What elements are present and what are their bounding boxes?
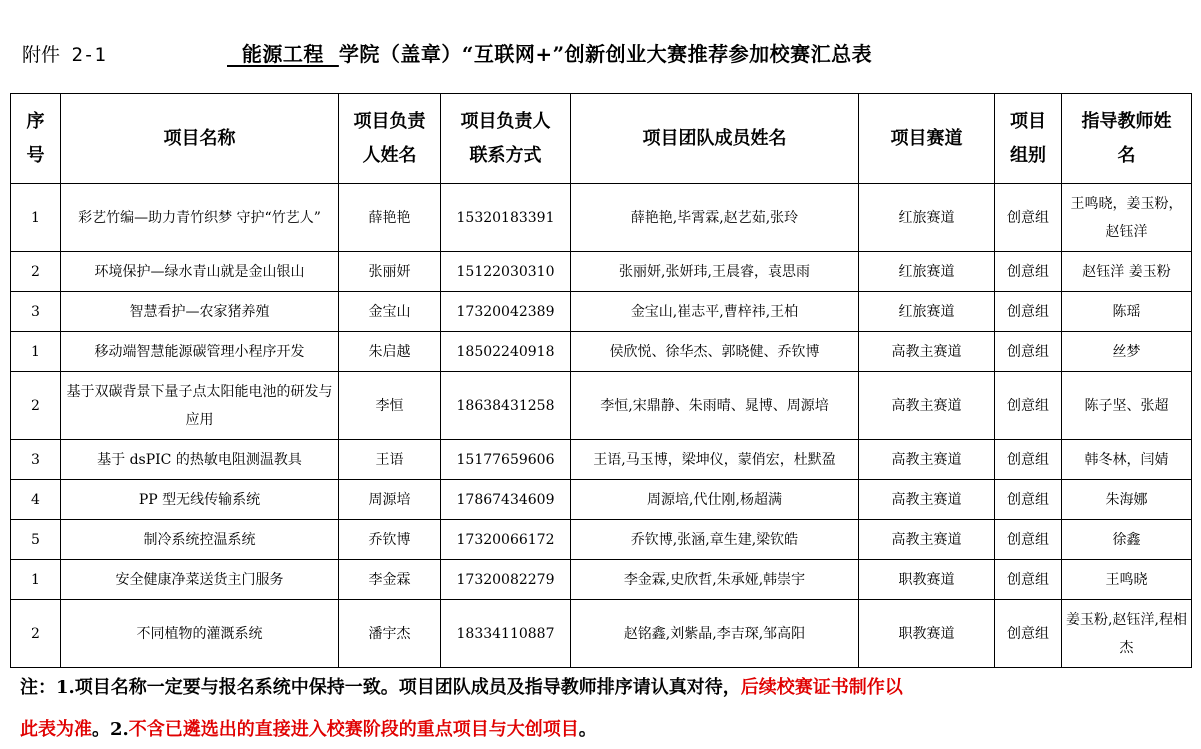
table-row [11, 372, 1192, 440]
cell-no: 4 [11, 480, 61, 520]
cell-group: 创意组 [995, 292, 1062, 332]
cell-track: 高教主赛道 [859, 480, 995, 520]
cell-name: 基于双碳背景下量子点太阳能电池的研发与应用 [61, 372, 339, 440]
summary-table [10, 93, 1192, 668]
cell-contact: 17320082279 [441, 560, 571, 600]
header-name: 项目名称 [61, 94, 339, 184]
cell-teacher: 王鸣晓 [1062, 560, 1192, 600]
cell-members: 李金霖,史欣哲,朱承娅,韩崇宇 [571, 560, 859, 600]
cell-leader: 乔钦博 [339, 520, 441, 560]
attachment-label: 附件 2-1 [22, 44, 106, 66]
page-title [227, 38, 872, 67]
cell-contact: 17320066172 [441, 520, 571, 560]
header-leader: 项目负责 人姓名 [339, 94, 441, 184]
cell-members: 侯欣悦、徐华杰、郭晓健、乔钦博 [571, 332, 859, 372]
cell-group: 创意组 [995, 480, 1062, 520]
cell-contact: 15122030310 [441, 252, 571, 292]
table-row [11, 560, 1192, 600]
note-line-2 [20, 718, 1195, 742]
header-teacher: 指导教师姓 名 [1062, 94, 1192, 184]
cell-members: 薛艳艳,毕霄霖,赵艺茹,张玲 [571, 184, 859, 252]
cell-members: 乔钦博,张涵,章生建,梁钦皓 [571, 520, 859, 560]
cell-leader: 薛艳艳 [339, 184, 441, 252]
header-track: 项目赛道 [859, 94, 995, 184]
cell-group: 创意组 [995, 184, 1062, 252]
note-red-text: 后续校赛证书制作以 [740, 677, 903, 698]
cell-name: 智慧看护—农家猪养殖 [61, 292, 339, 332]
cell-track: 红旅赛道 [859, 184, 995, 252]
cell-teacher: 王鸣晓，姜玉粉，赵钰洋 [1062, 184, 1192, 252]
cell-teacher: 丝梦 [1062, 332, 1192, 372]
note-text-2: 。2. [92, 719, 129, 740]
note-text: 注：1.项目名称一定要与报名系统中保持一致。项目团队成员及指导教师排序请认真对待， [20, 677, 741, 698]
cell-name: 移动端智慧能源碳管理小程序开发 [61, 332, 339, 372]
cell-contact: 15320183391 [441, 184, 571, 252]
cell-no: 2 [11, 372, 61, 440]
cell-name: 安全健康净菜送货主门服务 [61, 560, 339, 600]
header-contact: 项目负责人 联系方式 [441, 94, 571, 184]
table-row [11, 184, 1192, 252]
cell-track: 红旅赛道 [859, 252, 995, 292]
cell-group: 创意组 [995, 252, 1062, 292]
cell-members: 王语,马玉博，梁坤仪，蒙俏宏，杜默盈 [571, 440, 859, 480]
cell-no: 1 [11, 184, 61, 252]
cell-teacher: 赵钰洋 姜玉粉 [1062, 252, 1192, 292]
header-no: 序 号 [11, 94, 61, 184]
cell-name: 基于 dsPIC 的热敏电阻测温教具 [61, 440, 339, 480]
cell-members: 金宝山,崔志平,曹梓祎,王柏 [571, 292, 859, 332]
cell-name: 不同植物的灌溉系统 [61, 600, 339, 668]
cell-leader: 朱启越 [339, 332, 441, 372]
cell-name: 彩艺竹编—助力青竹织梦 守护“竹艺人” [61, 184, 339, 252]
cell-no: 3 [11, 292, 61, 332]
college-name: 能源工程 [227, 42, 339, 66]
cell-members: 李恒,宋鼎静、朱雨晴、晁博、周源培 [571, 372, 859, 440]
cell-group: 创意组 [995, 560, 1062, 600]
cell-track: 高教主赛道 [859, 332, 995, 372]
header-group: 项目 组别 [995, 94, 1062, 184]
cell-track: 红旅赛道 [859, 292, 995, 332]
cell-name: 环境保护—绿水青山就是金山银山 [61, 252, 339, 292]
table-row [11, 440, 1192, 480]
note-line-1 [20, 676, 1195, 700]
cell-track: 职教赛道 [859, 600, 995, 668]
table-row [11, 480, 1192, 520]
cell-members: 周源培,代仕刚,杨超满 [571, 480, 859, 520]
cell-leader: 周源培 [339, 480, 441, 520]
table-row [11, 292, 1192, 332]
cell-contact: 18638431258 [441, 372, 571, 440]
cell-track: 高教主赛道 [859, 372, 995, 440]
table-row [11, 600, 1192, 668]
cell-contact: 18334110887 [441, 600, 571, 668]
cell-teacher: 陈子坚、张超 [1062, 372, 1192, 440]
cell-leader: 金宝山 [339, 292, 441, 332]
cell-teacher: 韩冬林，闫婧 [1062, 440, 1192, 480]
cell-leader: 李金霖 [339, 560, 441, 600]
cell-no: 2 [11, 600, 61, 668]
cell-no: 1 [11, 560, 61, 600]
title-text: 学院（盖章）“互联网+”创新创业大赛推荐参加校赛汇总表 [338, 42, 873, 66]
table-row [11, 332, 1192, 372]
cell-leader: 张丽妍 [339, 252, 441, 292]
cell-name: 制冷系统控温系统 [61, 520, 339, 560]
cell-group: 创意组 [995, 372, 1062, 440]
cell-group: 创意组 [995, 600, 1062, 668]
cell-no: 1 [11, 332, 61, 372]
table-body [11, 184, 1192, 668]
cell-track: 高教主赛道 [859, 520, 995, 560]
cell-contact: 18502240918 [441, 332, 571, 372]
cell-contact: 17320042389 [441, 292, 571, 332]
cell-track: 职教赛道 [859, 560, 995, 600]
note-text-3: 。 [578, 719, 597, 740]
cell-group: 创意组 [995, 520, 1062, 560]
cell-leader: 王语 [339, 440, 441, 480]
cell-no: 3 [11, 440, 61, 480]
table-header-row [11, 94, 1192, 184]
cell-members: 张丽妍,张妍玮,王晨睿，袁思雨 [571, 252, 859, 292]
cell-no: 5 [11, 520, 61, 560]
cell-contact: 15177659606 [441, 440, 571, 480]
cell-contact: 17867434609 [441, 480, 571, 520]
cell-teacher: 徐鑫 [1062, 520, 1192, 560]
cell-group: 创意组 [995, 332, 1062, 372]
table-row [11, 252, 1192, 292]
cell-teacher: 姜玉粉,赵钰洋,程相杰 [1062, 600, 1192, 668]
cell-members: 赵铭鑫,刘紫晶,李吉琛,邹高阳 [571, 600, 859, 668]
cell-group: 创意组 [995, 440, 1062, 480]
cell-name: PP 型无线传输系统 [61, 480, 339, 520]
cell-teacher: 陈瑶 [1062, 292, 1192, 332]
cell-teacher: 朱海娜 [1062, 480, 1192, 520]
document-header [22, 36, 1192, 70]
cell-no: 2 [11, 252, 61, 292]
cell-leader: 潘宇杰 [339, 600, 441, 668]
note-red-text-2: 此表为准 [20, 719, 92, 740]
cell-leader: 李恒 [339, 372, 441, 440]
table-row [11, 520, 1192, 560]
note-red-text-3: 不含已遴选出的直接进入校赛阶段的重点项目与大创项目 [128, 719, 579, 740]
cell-track: 高教主赛道 [859, 440, 995, 480]
header-members: 项目团队成员姓名 [571, 94, 859, 184]
